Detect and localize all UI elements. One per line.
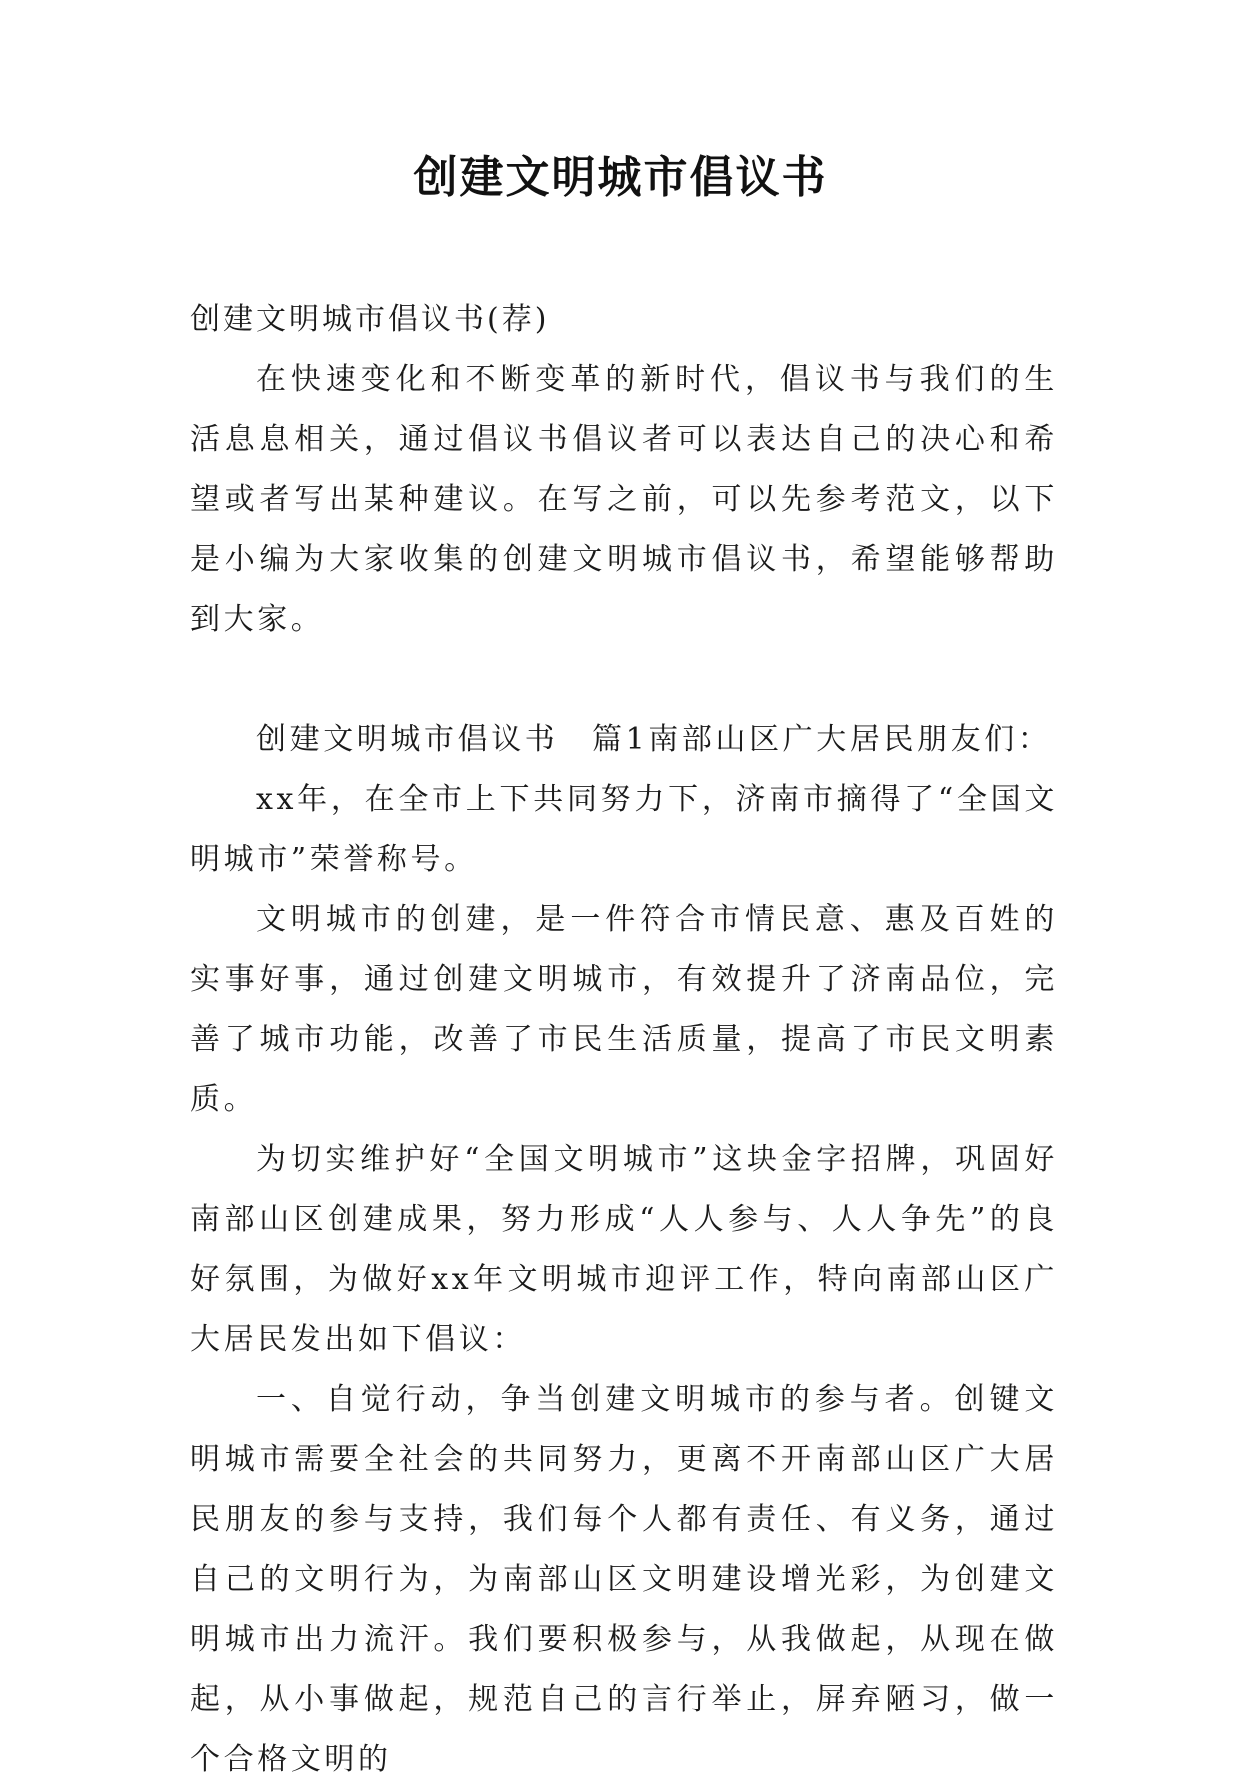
document-subtitle: 创建文明城市倡议书(荐): [190, 302, 550, 337]
body-paragraph: 为切实维护好“全国文明城市”这块金字招牌，巩固好南部山区创建成果，努力形成“人人参与、人人争先”的良好氛围，为做好xx年文明城市迎评工作，特向南部山区广大居民发出如下倡议：: [190, 1142, 1058, 1357]
intro-paragraph: 在快速变化和不断变革的新时代，倡议书与我们的生活息息相关，通过倡议书倡议者可以表达自己的决心和希望或者写出某种建议。在写之前，可以先参考范文，以下是小编为大家收集的创建文明城市倡议书，希望能够帮助到大家。: [190, 362, 1058, 637]
body-paragraph: 一、自觉行动，争当创建文明城市的参与者。创键文明城市需要全社会的共同努力，更离不开南部山区广大居民朋友的参与支持，我们每个人都有责任、有义务，通过自己的文明行为，为南部山区文明建设增光彩，为创建文明城市出力流汗。我们要积极参与，从我做起，从现在做起，从小事做起，规范自己的言行举止，屏弃陋习，做一个合格文明的: [190, 1382, 1058, 1777]
body-paragraph: 文明城市的创建，是一件符合市情民意、惠及百姓的实事好事，通过创建文明城市，有效提升了济南品位，完善了城市功能，改善了市民生活质量，提高了市民文明素质。: [190, 902, 1058, 1117]
body-paragraph: xx年，在全市上下共同努力下，济南市摘得了“全国文明城市”荣誉称号。: [190, 782, 1058, 877]
document-body: [190, 290, 1058, 1790]
document-title: 创建文明城市倡议书: [413, 152, 828, 203]
section-heading-paragraph: 创建文明城市倡议书 篇1南部山区广大居民朋友们：: [256, 722, 1052, 757]
